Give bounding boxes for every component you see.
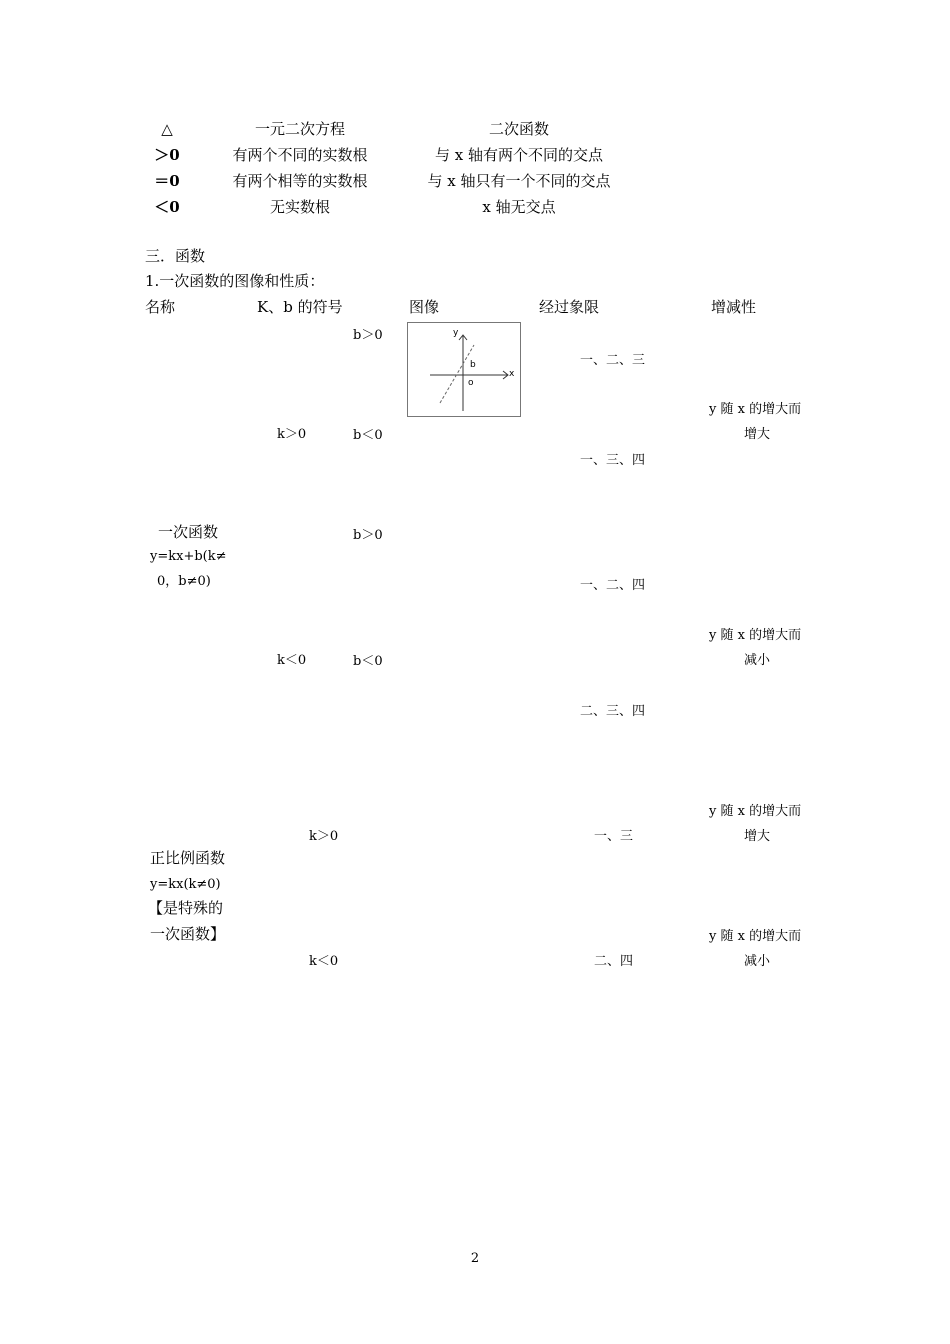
cond-eq-zero: ＝0	[154, 172, 180, 190]
linear-name-line3: 0，b≠0)	[157, 574, 211, 589]
header-sign: K、b 的符号	[257, 298, 343, 316]
prop-name-line2: y=kx(k≠0)	[150, 877, 221, 892]
header-graph: 图像	[409, 298, 440, 316]
linear-inc-line2: 增大	[744, 427, 771, 442]
linear-quadrant-4: 二、三、四	[580, 704, 646, 719]
function-two-points: 与 x 轴有两个不同的交点	[435, 146, 603, 164]
header-quadrant: 经过象限	[539, 298, 600, 316]
prop-inc-line1: y 随 x 的增大而	[709, 804, 802, 819]
prop-inc-line2: 增大	[744, 829, 771, 844]
header-name: 名称	[145, 298, 176, 316]
linear-name-line1: 一次函数	[158, 523, 219, 541]
linear-b-pos-2: b＞0	[353, 528, 383, 543]
graph-x-label: x	[509, 369, 515, 379]
equation-equal-roots: 有两个相等的实数根	[232, 172, 368, 190]
graph-y-label: y	[453, 328, 459, 338]
cond-gt-zero: ＞0	[154, 146, 180, 164]
prop-dec-line1: y 随 x 的增大而	[709, 929, 802, 944]
delta-header: △	[161, 120, 173, 138]
subsection-title: 1.一次函数的图像和性质：	[145, 272, 325, 290]
prop-k-neg: k＜0	[309, 954, 339, 969]
section-title: 三．函数	[145, 247, 206, 265]
linear-k-neg: k＜0	[277, 653, 307, 668]
function-one-point: 与 x 轴只有一个不同的交点	[427, 172, 611, 190]
equation-no-roots: 无实数根	[269, 198, 331, 216]
linear-name-line2: y=kx+b(k≠	[150, 549, 227, 564]
prop-k-pos: k＞0	[309, 829, 339, 844]
prop-quadrant-pos: 一、三	[594, 829, 634, 844]
graph-svg	[408, 323, 522, 418]
function-no-points: x 轴无交点	[482, 198, 556, 216]
function-line	[440, 345, 474, 403]
prop-name-line4: 一次函数】	[150, 925, 226, 943]
linear-quadrant-2: 一、三、四	[580, 453, 646, 468]
linear-quadrant-3: 一、二、四	[580, 578, 646, 593]
linear-function-graph	[407, 322, 521, 417]
linear-dec-line2: 减小	[744, 653, 771, 668]
header-monotonic: 增减性	[711, 298, 757, 316]
page-number: 2	[470, 1251, 480, 1266]
prop-name-line1: 正比例函数	[150, 849, 226, 867]
prop-quadrant-neg: 二、四	[594, 954, 634, 969]
linear-dec-line1: y 随 x 的增大而	[709, 628, 802, 643]
linear-inc-line1: y 随 x 的增大而	[709, 402, 802, 417]
prop-dec-line2: 减小	[744, 954, 771, 969]
linear-b-neg-2: b＜0	[353, 654, 383, 669]
linear-b-neg-1: b＜0	[353, 428, 383, 443]
cond-lt-zero: ＜0	[154, 198, 180, 216]
equation-header: 一元二次方程	[254, 120, 346, 138]
function-header: 二次函数	[488, 120, 550, 138]
linear-k-pos: k＞0	[277, 427, 307, 442]
graph-o-label: o	[468, 378, 474, 388]
equation-two-roots: 有两个不同的实数根	[232, 146, 368, 164]
graph-b-label: b	[470, 360, 476, 370]
prop-name-line3: 【是特殊的	[148, 899, 224, 917]
linear-quadrant-1: 一、二、三	[580, 353, 646, 368]
linear-b-pos-1: b＞0	[353, 328, 383, 343]
